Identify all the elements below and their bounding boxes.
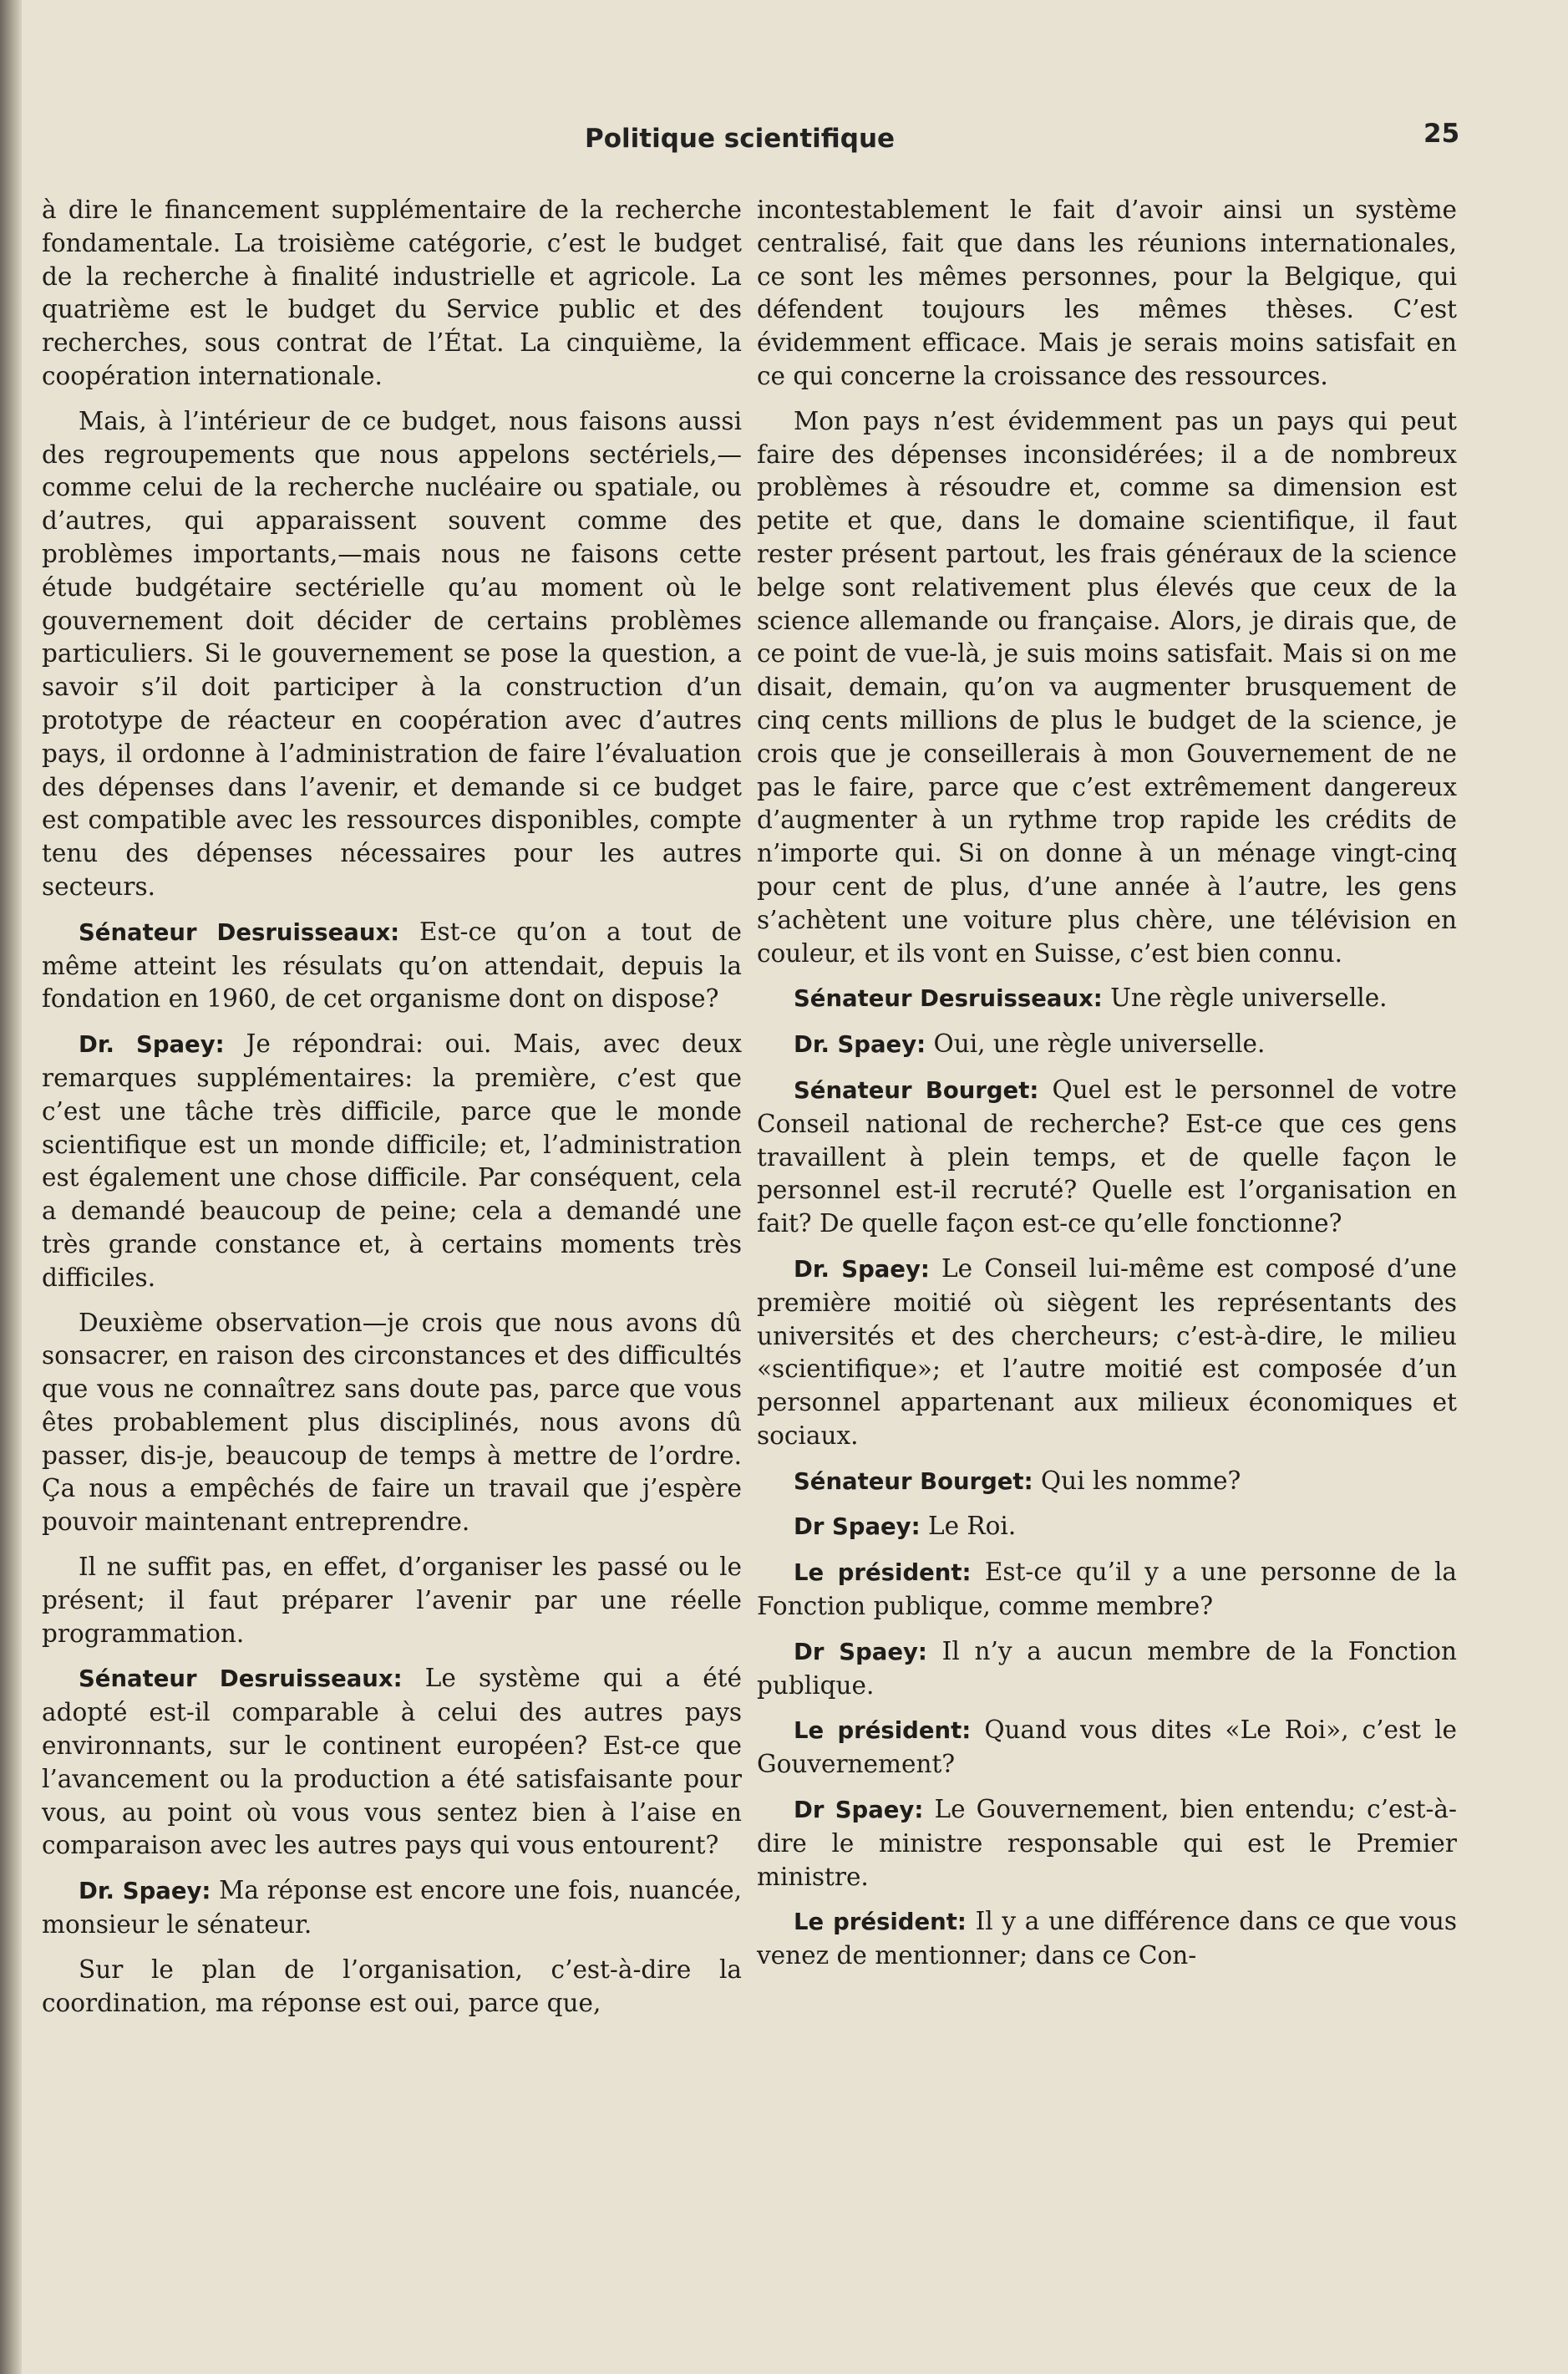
paragraph-text: Qui les nomme? [1040, 1466, 1241, 1495]
speaker-paragraph [757, 1714, 1457, 1782]
speaker-name: Sénateur Desruisseaux: [794, 985, 1103, 1013]
paragraph-text: Ma réponse est encore une fois, nuancée, monsieur le sénateur. [42, 1876, 742, 1939]
paragraph-text: Une règle universelle. [1110, 984, 1388, 1013]
speaker-name: Dr. Spaey: [794, 1031, 926, 1059]
speaker-name: Le président: [794, 1717, 972, 1745]
speaker-paragraph [42, 1662, 742, 1863]
running-head: Politique scientifique [585, 124, 896, 154]
speaker-name: Dr. Spaey: [794, 1255, 930, 1283]
speaker-paragraph [757, 1793, 1457, 1894]
paragraph [757, 194, 1457, 394]
paragraph-text: Est-ce qu’il y a une personne de la Fonction publique, comme membre? [757, 1558, 1457, 1621]
speaker-name: Dr Spaey: [794, 1797, 924, 1824]
speaker-paragraph [757, 1510, 1457, 1544]
paragraph-text: Le Roi. [927, 1512, 1017, 1541]
paragraph [42, 1551, 742, 1650]
paragraph [42, 405, 742, 904]
paragraph [757, 405, 1457, 971]
speaker-paragraph [757, 1635, 1457, 1703]
speaker-paragraph [757, 1465, 1457, 1499]
speaker-paragraph [757, 1556, 1457, 1624]
speaker-paragraph [757, 982, 1457, 1016]
page-header [0, 119, 1568, 160]
paragraph-text: Le Conseil lui-même est composé d’une première moitié où siègent les représentants des universités et des chercheurs; c’est-à-dire, le milieu «scientifique»; et l’autre moitié est composée d’un personnel appartenant aux milieux économiques et sociaux. [757, 1253, 1457, 1450]
speaker-name: Sénateur Bourget: [794, 1467, 1033, 1495]
speaker-name: Le président: [794, 1909, 967, 1936]
paragraph-text: Mais, à l’intérieur de ce budget, nous faisons aussi des regroupements que nous appelons sectériels,—comme celui de la recherche nucléaire ou spatiale, ou d’autres, qui apparaissent souvent comme des problèmes importants,—mais nous ne faisons cette étude budgétaire sectérielle qu’au moment où le gouvernement doit décider de certains problèmes particuliers. Si le gouvernement se pose la question, a savoir s’il doit participer à la construction d’un prototype de réacteur en coopération avec d’autres pays, il ordonne à l’administration de faire l’évaluation des dépenses dans l’avenir, et demande si ce budget est compatible avec les ressources disponibles, compte tenu des dépenses nécessaires pour les autres secteurs. [42, 406, 742, 901]
paragraph-text: à dire le financement supplémentaire de la recherche fondamentale. La troisième catégorie, c’est le budget de la recherche à finalité industrielle et agricole. La quatrième est le budget du Service public et des recherches, sous contrat de l’État. La cinquième, la coopération internationale. [42, 196, 742, 390]
paragraph-text: Il ne suffit pas, en effet, d’organiser les passé ou le présent; il faut préparer l’avenir par une réelle programmation. [42, 1553, 742, 1648]
speaker-paragraph [757, 1253, 1457, 1453]
speaker-name: Sénateur Desruisseaux: [79, 1665, 403, 1693]
speaker-paragraph [42, 1874, 742, 1942]
page-number: 25 [1423, 119, 1460, 149]
speaker-name: Sénateur Desruisseaux: [79, 918, 400, 946]
paragraph-text: Je répondrai: oui. Mais, avec deux remarques supplémentaires: la première, c’est que c’est une tâche très difficile, parce que le monde scientifique est un monde difficile; et, l’administration est également une chose difficile. Par conséquent, cela a demandé beaucoup de peine; cela a demandé une très grande constance et, à certains moments très difficiles. [42, 1029, 742, 1292]
paragraph-text: Le système qui a été adopté est-il comparable à celui des autres pays environnants, sur le continent européen? Est-ce que l’avancement ou la production a été satisfaisante pour vous, au point où vous vous sentez bien à l’aise en comparaison avec les autres pays qui vous entourent? [42, 1664, 742, 1860]
paragraph [42, 194, 742, 394]
paragraph-text: Sur le plan de l’organisation, c’est-à-dire la coordination, ma réponse est oui, parce que, [42, 1955, 742, 2017]
speaker-paragraph [42, 1028, 742, 1294]
speaker-name: Dr. Spaey: [79, 1031, 225, 1059]
speaker-paragraph [757, 1905, 1457, 1973]
speaker-name: Dr. Spaey: [79, 1878, 211, 1905]
paragraph-text: Est-ce qu’on a tout de même atteint les résulats qu’on attendait, depuis la fondation en 1960, de cet organisme dont on dispose? [42, 917, 742, 1014]
paragraph-text: Il n’y a aucun membre de la Fonction publique. [757, 1636, 1457, 1700]
paragraph-text: Quel est le personnel de votre Conseil national de recherche? Est-ce que ces gens travaillent à plein temps, et de quelle façon le personnel est-il recruté? Quelle est l’organisation en fait? De quelle façon est-ce qu’elle fonctionne? [757, 1075, 1457, 1238]
speaker-name: Dr Spaey: [794, 1513, 921, 1541]
speaker-name: Sénateur Bourget: [794, 1076, 1039, 1104]
paragraph-text: Le Gouvernement, bien entendu; c’est-à-dire le ministre responsable qui est le Premier ministre. [757, 1795, 1457, 1891]
speaker-name: Le président: [794, 1559, 972, 1587]
left-column [42, 194, 742, 2031]
speaker-name: Dr Spaey: [794, 1638, 927, 1665]
paragraph [42, 1307, 742, 1540]
right-column [757, 194, 1457, 1985]
paragraph-text: Il y a une différence dans ce que vous venez de mentionner; dans ce Con- [757, 1907, 1457, 1970]
paragraph-text: incontestablement le fait d’avoir ainsi un système centralisé, fait que dans les réunions internationales, ce sont les mêmes personnes, pour la Belgique, qui défendent toujours les mêmes thèses. C’est évidemment efficace. Mais je serais moins satisfait en ce qui concerne la croissance des ressources. [757, 196, 1457, 390]
paragraph-text: Deuxième observation—je crois que nous avons dû sonsacrer, en raison des circonstances et des difficultés que vous ne connaîtrez sans doute pas, parce que vous êtes probablement plus disciplinés, nous avons dû passer, dis-je, beaucoup de temps à mettre de l’ordre. Ça nous a empêchés de faire un travail que j’espère pouvoir maintenant entreprendre. [42, 1308, 742, 1537]
paragraph-text: Oui, une règle universelle. [933, 1029, 1266, 1059]
paragraph [42, 1954, 742, 2021]
page-binding-edge [0, 0, 22, 2374]
speaker-paragraph [757, 1028, 1457, 1062]
speaker-paragraph [757, 1074, 1457, 1241]
paragraph-text: Quand vous dites «Le Roi», c’est le Gouvernement? [757, 1716, 1457, 1779]
speaker-paragraph [42, 916, 742, 1016]
paragraph-text: Mon pays n’est évidemment pas un pays qui peut faire des dépenses inconsidérées; il a de nombreux problèmes à résoudre et, comme sa dimension est petite et que, dans le domaine scientifique, il faut rester présent partout, les frais généraux de la science belge sont relativement plus élevés que ceux de la science allemande ou française. Alors, je dirais que, de ce point de vue-là, je suis moins satisfait. Mais si on me disait, demain, qu’on va augmenter brusquement de cinq cents millions de plus le budget de la science, je crois que je conseillerais à mon Gouvernement de ne pas le faire, parce que c’est extrêmement dangereux d’augmenter à un rythme trop rapide les crédits de n’importe qui. Si on donne à un ménage vingt-cinq pour cent de plus, d’une année à l’autre, les gens s’achètent une voiture plus chère, une télévision en couleur, et ils vont en Suisse, c’est bien connu. [757, 406, 1457, 968]
